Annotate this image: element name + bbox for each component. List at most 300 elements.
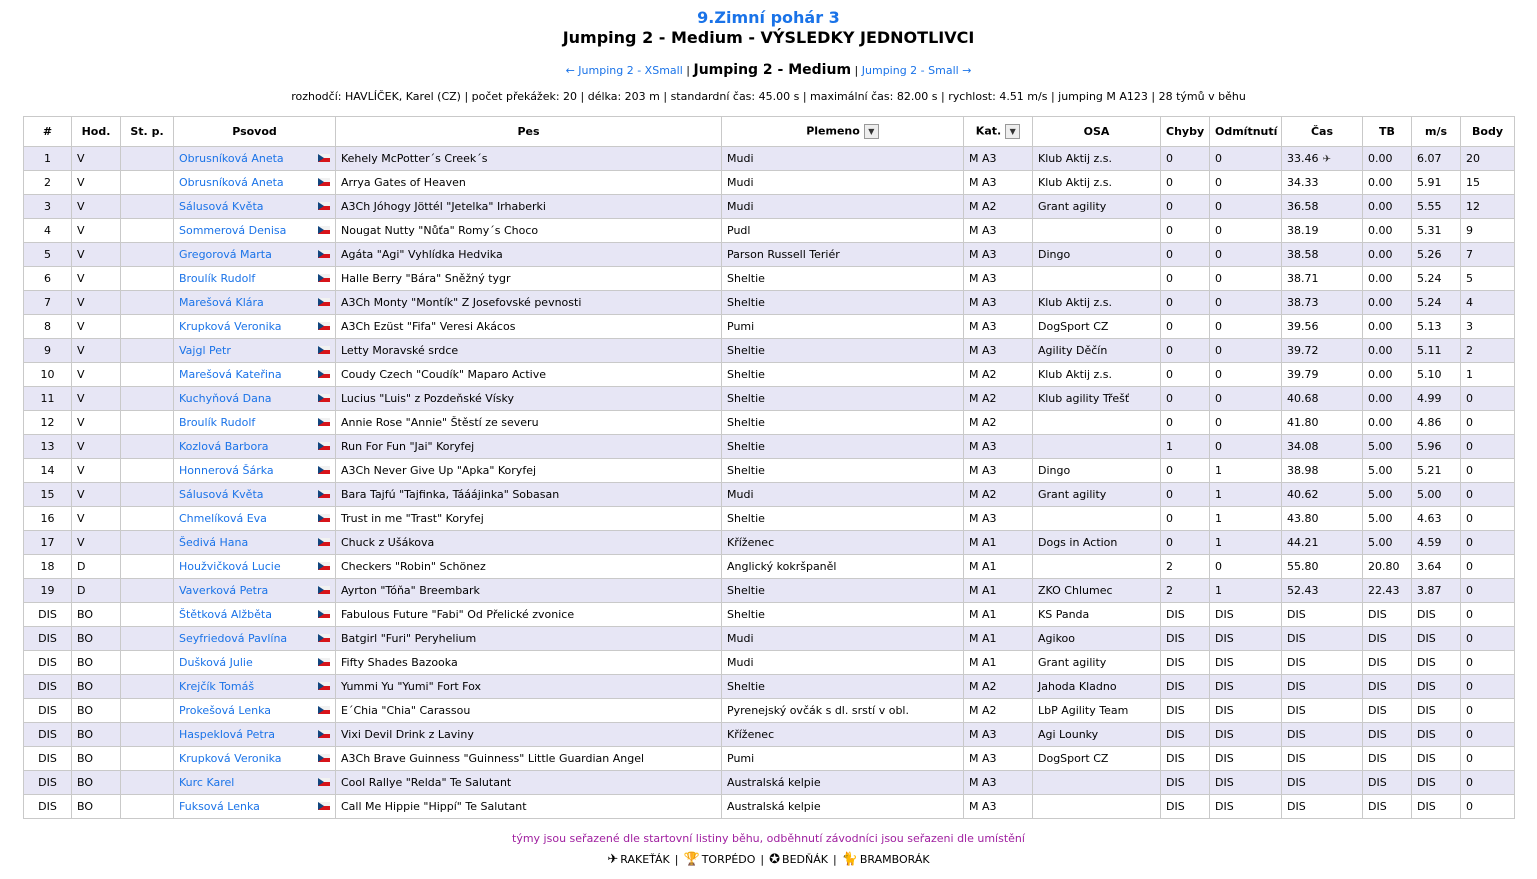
handler-link[interactable]: Broulík Rudolf — [179, 416, 256, 429]
cell-speed: 3.87 — [1412, 579, 1461, 603]
cell-breed: Sheltie — [722, 267, 964, 291]
handler-link[interactable]: Seyfriedová Pavlína — [179, 632, 288, 645]
cell-dog: Halle Berry "Bára" Sněžný tygr — [336, 267, 722, 291]
cell-category: M A3 — [964, 339, 1033, 363]
cell-dog: A3Ch Brave Guinness "Guinness" Little Guardian Angel — [336, 747, 722, 771]
cell-handler[interactable] — [174, 795, 336, 819]
cell-points: 4 — [1461, 291, 1515, 315]
cell-category: M A2 — [964, 195, 1033, 219]
cell-rating: BO — [72, 771, 121, 795]
cell-handler[interactable] — [174, 699, 336, 723]
table-row — [24, 627, 1515, 651]
col-club[interactable]: OSA — [1033, 117, 1161, 147]
cell-faults: 0 — [1161, 507, 1210, 531]
table-row — [24, 243, 1515, 267]
cell-start-number — [121, 291, 174, 315]
cell-faults: 0 — [1161, 267, 1210, 291]
cell-points: 0 — [1461, 771, 1515, 795]
table-row — [24, 387, 1515, 411]
table-row — [24, 675, 1515, 699]
cell-time-faults: DIS — [1363, 675, 1412, 699]
cell-start-number — [121, 243, 174, 267]
czech-flag-icon — [318, 610, 330, 618]
cell-time-faults: 0.00 — [1363, 363, 1412, 387]
cell-club: LbP Agility Team — [1033, 699, 1161, 723]
cell-start-number — [121, 387, 174, 411]
cell-rating: V — [72, 339, 121, 363]
table-row — [24, 363, 1515, 387]
cell-speed: 3.64 — [1412, 555, 1461, 579]
cell-category: M A3 — [964, 747, 1033, 771]
cell-points: 0 — [1461, 531, 1515, 555]
cell-handler[interactable] — [174, 171, 336, 195]
cell-rank: 9 — [24, 339, 72, 363]
cell-handler[interactable] — [174, 627, 336, 651]
cell-time: DIS — [1282, 723, 1363, 747]
cell-category: M A3 — [964, 435, 1033, 459]
handler-link[interactable]: Honnerová Šárka — [179, 464, 274, 477]
cell-rank: 11 — [24, 387, 72, 411]
cell-club: Klub Aktij z.s. — [1033, 171, 1161, 195]
col-dog[interactable]: Pes — [336, 117, 722, 147]
cell-faults: DIS — [1161, 747, 1210, 771]
col-refusals[interactable]: Odmítnutí — [1210, 117, 1282, 147]
cell-refusals: DIS — [1210, 771, 1282, 795]
cell-refusals: 0 — [1210, 291, 1282, 315]
cell-rating: V — [72, 243, 121, 267]
col-time[interactable]: Čas — [1282, 117, 1363, 147]
cell-start-number — [121, 195, 174, 219]
cell-refusals: 1 — [1210, 459, 1282, 483]
cell-handler[interactable] — [174, 747, 336, 771]
col-start-number[interactable]: St. p. — [121, 117, 174, 147]
czech-flag-icon — [318, 322, 330, 330]
cell-handler[interactable] — [174, 411, 336, 435]
cell-time-faults: 22.43 — [1363, 579, 1412, 603]
cell-handler[interactable] — [174, 315, 336, 339]
cell-club — [1033, 507, 1161, 531]
cell-faults: 0 — [1161, 315, 1210, 339]
cell-rank: DIS — [24, 603, 72, 627]
cell-time-faults: DIS — [1363, 651, 1412, 675]
handler-link[interactable]: Sommerová Denisa — [179, 224, 287, 237]
cell-speed: 5.26 — [1412, 243, 1461, 267]
czech-flag-icon — [318, 466, 330, 474]
cell-time: 38.73 — [1282, 291, 1363, 315]
cell-faults: DIS — [1161, 675, 1210, 699]
col-breed[interactable] — [722, 117, 964, 147]
cell-handler[interactable] — [174, 483, 336, 507]
handler-link[interactable]: Krejčík Tomáš — [179, 680, 255, 693]
handler-link[interactable]: Štětková Alžběta — [179, 608, 272, 621]
cell-start-number — [121, 771, 174, 795]
cell-faults: 1 — [1161, 435, 1210, 459]
cell-refusals: 0 — [1210, 315, 1282, 339]
time-value: 33.46 — [1287, 152, 1319, 165]
cell-handler[interactable] — [174, 291, 336, 315]
legend-label: TORPÉDO — [701, 853, 756, 866]
handler-link[interactable]: Krupková Veronika — [179, 752, 282, 765]
cell-club: Agi Lounky — [1033, 723, 1161, 747]
filter-dropdown-icon[interactable]: ▼ — [1005, 124, 1020, 139]
cell-faults: 0 — [1161, 147, 1210, 171]
cell-refusals: 0 — [1210, 195, 1282, 219]
handler-link[interactable]: Haspeklová Petra — [179, 728, 275, 741]
cell-club: Klub Aktij z.s. — [1033, 363, 1161, 387]
czech-flag-icon — [318, 514, 330, 522]
cell-club: Dingo — [1033, 243, 1161, 267]
cell-speed: 5.96 — [1412, 435, 1461, 459]
cell-breed: Sheltie — [722, 411, 964, 435]
cell-rating: V — [72, 219, 121, 243]
cell-handler[interactable] — [174, 459, 336, 483]
cell-dog: Run For Fun "Jai" Koryfej — [336, 435, 722, 459]
cell-time: 38.98 — [1282, 459, 1363, 483]
cell-category: M A3 — [964, 219, 1033, 243]
cell-refusals: 0 — [1210, 435, 1282, 459]
cell-rating: V — [72, 483, 121, 507]
cell-dog: Annie Rose "Annie" Štěstí ze severu — [336, 411, 722, 435]
cell-start-number — [121, 555, 174, 579]
cell-handler[interactable] — [174, 147, 336, 171]
col-speed[interactable]: m/s — [1412, 117, 1461, 147]
cell-category: M A3 — [964, 771, 1033, 795]
cell-points: 7 — [1461, 243, 1515, 267]
cell-refusals: DIS — [1210, 675, 1282, 699]
cell-dog: Ayrton "Tóňa" Breembark — [336, 579, 722, 603]
cell-time: 38.58 — [1282, 243, 1363, 267]
cell-breed: Sheltie — [722, 459, 964, 483]
cell-rating: V — [72, 411, 121, 435]
cell-dog: Kehely McPotter´s Creek´s — [336, 147, 722, 171]
cell-time-faults: 0.00 — [1363, 387, 1412, 411]
cell-time: 40.62 — [1282, 483, 1363, 507]
cell-speed: 6.07 — [1412, 147, 1461, 171]
czech-flag-icon — [318, 658, 330, 666]
cell-breed: Anglický kokršpaněl — [722, 555, 964, 579]
cell-refusals: 0 — [1210, 411, 1282, 435]
cell-refusals: 0 — [1210, 387, 1282, 411]
cell-rating: D — [72, 579, 121, 603]
cell-speed: 4.99 — [1412, 387, 1461, 411]
cell-points: 0 — [1461, 579, 1515, 603]
cell-time: DIS — [1282, 627, 1363, 651]
cell-refusals: DIS — [1210, 699, 1282, 723]
filter-dropdown-icon[interactable]: ▼ — [864, 124, 879, 139]
cell-dog: Arrya Gates of Heaven — [336, 171, 722, 195]
cell-rank: 3 — [24, 195, 72, 219]
cell-time: 41.80 — [1282, 411, 1363, 435]
table-row — [24, 555, 1515, 579]
cell-breed: Mudi — [722, 627, 964, 651]
cell-rank: DIS — [24, 699, 72, 723]
cell-dog: E´Chia "Chia" Carassou — [336, 699, 722, 723]
cell-category: M A1 — [964, 579, 1033, 603]
cell-faults: 0 — [1161, 171, 1210, 195]
table-row — [24, 723, 1515, 747]
cell-start-number — [121, 219, 174, 243]
cell-dog: Chuck z Ušákova — [336, 531, 722, 555]
cell-rank: 4 — [24, 219, 72, 243]
cell-time: 39.72 — [1282, 339, 1363, 363]
cell-refusals: 0 — [1210, 555, 1282, 579]
handler-link[interactable]: Sálusová Květa — [179, 488, 264, 501]
cell-start-number — [121, 315, 174, 339]
cell-breed: Sheltie — [722, 603, 964, 627]
cell-handler[interactable] — [174, 435, 336, 459]
cell-handler[interactable] — [174, 219, 336, 243]
cell-handler[interactable] — [174, 195, 336, 219]
handler-link[interactable]: Gregorová Marta — [179, 248, 272, 261]
col-breed-label: Plemeno — [806, 124, 860, 138]
cell-club: Agility Děčín — [1033, 339, 1161, 363]
cell-handler[interactable] — [174, 243, 336, 267]
cell-refusals: DIS — [1210, 795, 1282, 819]
handler-link[interactable]: Prokešová Lenka — [179, 704, 271, 717]
cell-handler[interactable] — [174, 339, 336, 363]
cell-rank: 15 — [24, 483, 72, 507]
cell-handler[interactable] — [174, 387, 336, 411]
czech-flag-icon — [318, 586, 330, 594]
cell-rating: V — [72, 387, 121, 411]
table-row — [24, 315, 1515, 339]
cell-speed: 4.59 — [1412, 531, 1461, 555]
cell-breed: Mudi — [722, 147, 964, 171]
cell-faults: DIS — [1161, 651, 1210, 675]
table-row — [24, 435, 1515, 459]
cell-rating: D — [72, 555, 121, 579]
cell-club — [1033, 411, 1161, 435]
cell-rank: 8 — [24, 315, 72, 339]
cell-faults: 0 — [1161, 531, 1210, 555]
cell-handler[interactable] — [174, 579, 336, 603]
cell-faults: 2 — [1161, 579, 1210, 603]
czech-flag-icon — [318, 682, 330, 690]
cell-rank: 12 — [24, 411, 72, 435]
cell-time-faults: 0.00 — [1363, 243, 1412, 267]
cell-category: M A2 — [964, 483, 1033, 507]
handler-link[interactable]: Obrusníková Aneta — [179, 152, 284, 165]
cell-speed: 5.00 — [1412, 483, 1461, 507]
handler-link[interactable]: Marešová Kateřina — [179, 368, 282, 381]
cell-dog: Nougat Nutty "Nůťa" Romy´s Choco — [336, 219, 722, 243]
cell-breed: Pumi — [722, 747, 964, 771]
cell-start-number — [121, 579, 174, 603]
cell-rating: V — [72, 531, 121, 555]
cell-category: M A1 — [964, 651, 1033, 675]
cell-handler[interactable] — [174, 771, 336, 795]
cell-rating: BO — [72, 795, 121, 819]
cell-breed: Sheltie — [722, 675, 964, 699]
czech-flag-icon — [318, 634, 330, 642]
cell-start-number — [121, 603, 174, 627]
cell-handler[interactable] — [174, 267, 336, 291]
cell-time: DIS — [1282, 795, 1363, 819]
cell-time-faults: 0.00 — [1363, 147, 1412, 171]
table-row — [24, 171, 1515, 195]
handler-link[interactable]: Broulík Rudolf — [179, 272, 256, 285]
cell-refusals: 0 — [1210, 243, 1282, 267]
cell-time-faults: DIS — [1363, 603, 1412, 627]
cell-points: 0 — [1461, 675, 1515, 699]
cell-handler[interactable] — [174, 651, 336, 675]
cell-points: 0 — [1461, 555, 1515, 579]
cell-faults: 0 — [1161, 483, 1210, 507]
next-run-link[interactable]: Jumping 2 - Small → — [861, 64, 972, 77]
cell-time-faults: DIS — [1363, 771, 1412, 795]
cell-time: DIS — [1282, 651, 1363, 675]
cell-points: 0 — [1461, 699, 1515, 723]
cell-start-number — [121, 363, 174, 387]
cell-breed: Mudi — [722, 651, 964, 675]
cell-points: 0 — [1461, 483, 1515, 507]
handler-link[interactable]: Kozlová Barbora — [179, 440, 269, 453]
cell-refusals: 0 — [1210, 267, 1282, 291]
cell-breed: Sheltie — [722, 387, 964, 411]
cell-handler[interactable] — [174, 603, 336, 627]
col-points[interactable]: Body — [1461, 117, 1515, 147]
cell-time-faults: DIS — [1363, 795, 1412, 819]
cell-rank: 5 — [24, 243, 72, 267]
cell-time: 38.71 — [1282, 267, 1363, 291]
handler-link[interactable]: Kurc Karel — [179, 776, 235, 789]
cell-breed: Sheltie — [722, 363, 964, 387]
run-info: rozhodčí: HAVLÍČEK, Karel (CZ) | počet překážek: 20 | délka: 203 m | standardní čas: 45.00 s | maximální čas: 82.00 s | rychlost: 4.51 m/s | jumping M A123 | 28 týmů v běhu — [291, 90, 1246, 103]
cell-faults: DIS — [1161, 603, 1210, 627]
cell-dog: Letty Moravské srdce — [336, 339, 722, 363]
cell-start-number — [121, 651, 174, 675]
cell-refusals: DIS — [1210, 747, 1282, 771]
cell-start-number — [121, 459, 174, 483]
cell-category: M A3 — [964, 315, 1033, 339]
handler-link[interactable]: Dušková Julie — [179, 656, 253, 669]
cell-speed: 5.11 — [1412, 339, 1461, 363]
prev-run-link[interactable]: ← Jumping 2 - XSmall — [565, 64, 683, 77]
cell-category: M A2 — [964, 387, 1033, 411]
col-rating[interactable]: Hod. — [72, 117, 121, 147]
cell-category: M A2 — [964, 675, 1033, 699]
cell-club: Klub Aktij z.s. — [1033, 147, 1161, 171]
cell-faults: 0 — [1161, 411, 1210, 435]
cell-rank: 10 — [24, 363, 72, 387]
cell-points: 0 — [1461, 435, 1515, 459]
col-time-faults[interactable]: TB — [1363, 117, 1412, 147]
table-row — [24, 771, 1515, 795]
cell-dog: Checkers "Robin" Schönez — [336, 555, 722, 579]
table-row — [24, 507, 1515, 531]
handler-link[interactable]: Sálusová Květa — [179, 200, 264, 213]
cell-breed: Australská kelpie — [722, 771, 964, 795]
cell-dog: A3Ch Never Give Up "Apka" Koryfej — [336, 459, 722, 483]
cell-rating: BO — [72, 651, 121, 675]
cell-category: M A3 — [964, 291, 1033, 315]
col-faults[interactable]: Chyby — [1161, 117, 1210, 147]
handler-link[interactable]: Houžvičková Lucie — [179, 560, 281, 573]
cell-handler[interactable] — [174, 363, 336, 387]
cell-handler[interactable] — [174, 675, 336, 699]
cell-time-faults: DIS — [1363, 723, 1412, 747]
cell-club: Grant agility — [1033, 195, 1161, 219]
handler-link[interactable]: Vaverková Petra — [179, 584, 269, 597]
handler-link[interactable]: Vajgl Petr — [179, 344, 231, 357]
cell-speed: DIS — [1412, 675, 1461, 699]
handler-link[interactable]: Fuksová Lenka — [179, 800, 260, 813]
cell-faults: DIS — [1161, 699, 1210, 723]
cell-handler[interactable] — [174, 507, 336, 531]
page-title: Jumping 2 - Medium - VÝSLEDKY JEDNOTLIVCI — [562, 28, 975, 47]
header-row — [24, 117, 1515, 147]
cell-faults: 2 — [1161, 555, 1210, 579]
handler-link[interactable]: Chmelíková Eva — [179, 512, 267, 525]
cell-faults: DIS — [1161, 723, 1210, 747]
cell-handler[interactable] — [174, 723, 336, 747]
handler-link[interactable]: Šedivá Hana — [179, 536, 249, 549]
cell-rating: BO — [72, 627, 121, 651]
cell-club: Grant agility — [1033, 483, 1161, 507]
cell-points: 9 — [1461, 219, 1515, 243]
cell-start-number — [121, 147, 174, 171]
cell-rank: DIS — [24, 771, 72, 795]
cell-start-number — [121, 699, 174, 723]
cell-dog: Coudy Czech "Coudík" Maparo Active — [336, 363, 722, 387]
cell-speed: 5.13 — [1412, 315, 1461, 339]
col-category[interactable] — [964, 117, 1033, 147]
rocket-icon: ✈ — [607, 852, 619, 867]
handler-link[interactable]: Kuchyňová Dana — [179, 392, 272, 405]
czech-flag-icon — [318, 202, 330, 210]
nav-separator: | — [686, 64, 690, 77]
col-handler[interactable]: Psovod — [174, 117, 336, 147]
cell-dog: Batgirl "Furi" Peryhelium — [336, 627, 722, 651]
cell-club — [1033, 771, 1161, 795]
czech-flag-icon — [318, 778, 330, 786]
cell-time-faults: DIS — [1363, 627, 1412, 651]
cell-club: Klub Aktij z.s. — [1033, 291, 1161, 315]
handler-link[interactable]: Marešová Klára — [179, 296, 264, 309]
cell-refusals: 0 — [1210, 171, 1282, 195]
sorting-note: týmy jsou seřazené dle startovní listiny běhu, odběhnutí závodníci jsou seřazeni dle umístění — [512, 832, 1025, 845]
cell-handler[interactable] — [174, 555, 336, 579]
cell-start-number — [121, 747, 174, 771]
cell-breed: Sheltie — [722, 291, 964, 315]
cell-time — [1282, 147, 1363, 171]
handler-link[interactable]: Krupková Veronika — [179, 320, 282, 333]
handler-link[interactable]: Obrusníková Aneta — [179, 176, 284, 189]
czech-flag-icon — [318, 250, 330, 258]
table-row — [24, 459, 1515, 483]
cat-icon: 🐈 — [841, 852, 858, 867]
cell-faults: 0 — [1161, 243, 1210, 267]
cell-time: DIS — [1282, 699, 1363, 723]
cell-points: 0 — [1461, 651, 1515, 675]
cell-handler[interactable] — [174, 531, 336, 555]
cell-rating: BO — [72, 747, 121, 771]
results-table — [23, 116, 1515, 819]
cell-breed: Australská kelpie — [722, 795, 964, 819]
cell-category: M A3 — [964, 795, 1033, 819]
czech-flag-icon — [318, 562, 330, 570]
cell-speed: DIS — [1412, 723, 1461, 747]
col-rank[interactable]: # — [24, 117, 72, 147]
cell-breed: Sheltie — [722, 579, 964, 603]
cell-breed: Sheltie — [722, 339, 964, 363]
cell-refusals: DIS — [1210, 723, 1282, 747]
czech-flag-icon — [318, 490, 330, 498]
cell-category: M A2 — [964, 699, 1033, 723]
cell-refusals: 0 — [1210, 363, 1282, 387]
nav-separator: | — [854, 64, 859, 77]
cell-faults: 0 — [1161, 219, 1210, 243]
